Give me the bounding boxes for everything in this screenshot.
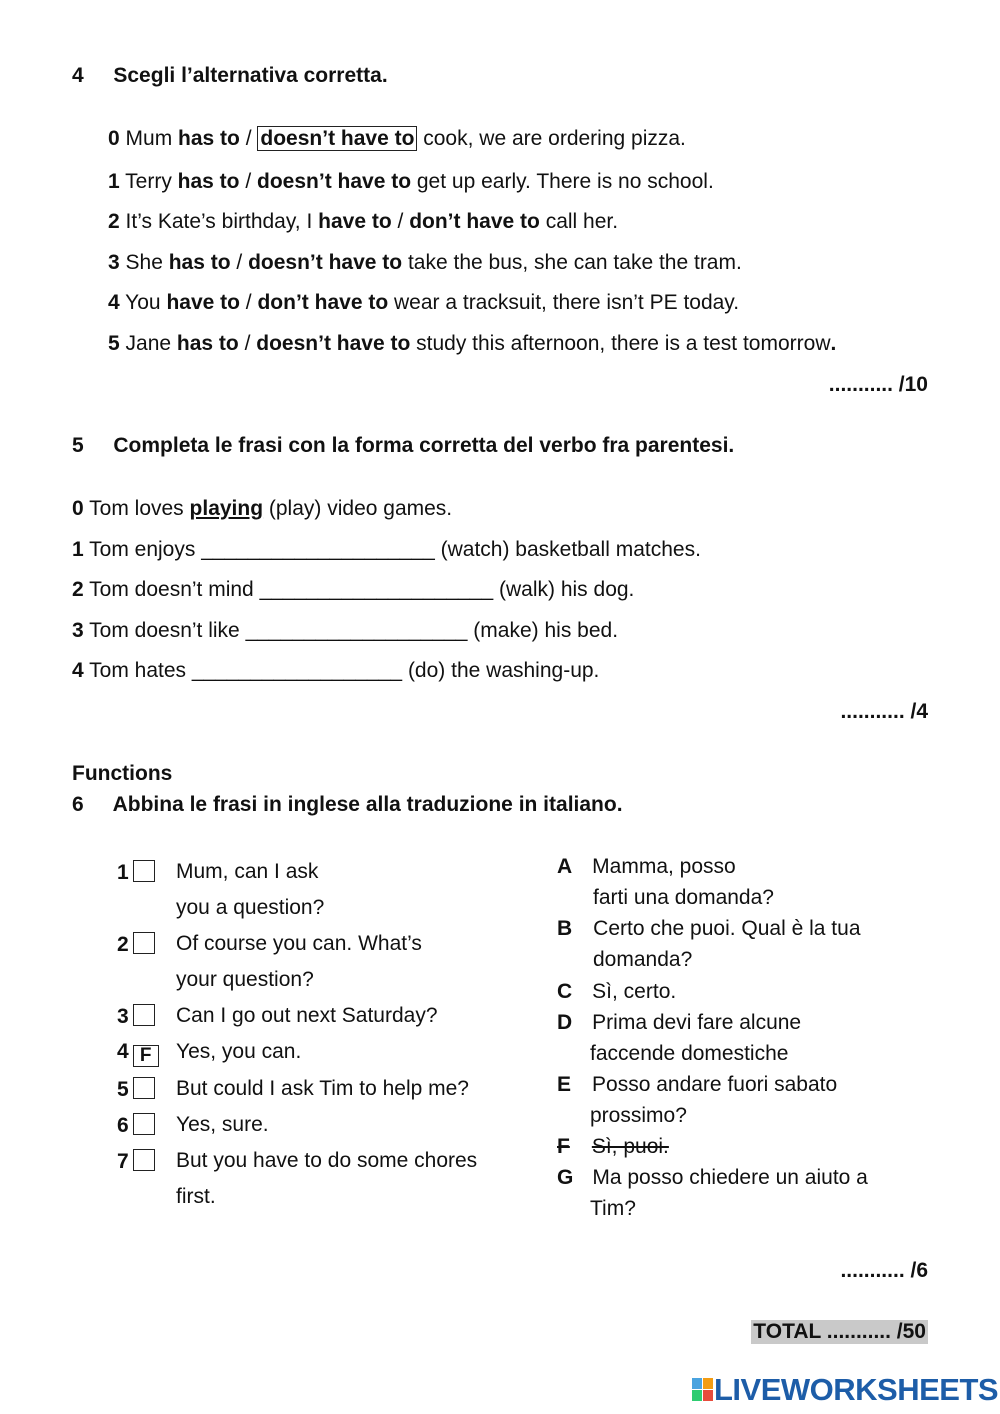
option-b[interactable]: don’t have to bbox=[257, 291, 389, 314]
separator: / bbox=[238, 332, 257, 355]
answer-blank[interactable]: ____________________ bbox=[259, 578, 494, 601]
item-text: Sì, puoi. bbox=[591, 1135, 669, 1158]
italian-item-g bbox=[557, 1166, 868, 1190]
item-text: She bbox=[125, 251, 169, 274]
english-item-7 bbox=[117, 1149, 155, 1174]
option-a[interactable]: has to bbox=[176, 332, 239, 355]
item-number: 2 bbox=[117, 933, 129, 956]
item-number: 0 bbox=[72, 497, 84, 520]
item-text: Mamma, posso bbox=[592, 855, 736, 878]
item-number: 1 bbox=[72, 538, 84, 561]
answer-box[interactable] bbox=[133, 1004, 155, 1026]
section-title-functions: Functions bbox=[72, 762, 173, 785]
item-letter: B bbox=[557, 917, 573, 940]
ex5-item-3 bbox=[72, 619, 618, 643]
english-item-4 bbox=[117, 1040, 159, 1067]
option-b[interactable]: don’t have to bbox=[409, 210, 540, 233]
liveworksheets-logo-icon bbox=[692, 1376, 714, 1404]
item-text: You bbox=[125, 291, 167, 314]
separator: / bbox=[230, 251, 249, 274]
example-answer: playing bbox=[189, 497, 264, 520]
ex5-item-4 bbox=[72, 659, 599, 683]
italian-item-e bbox=[557, 1073, 837, 1097]
option-b-selected[interactable]: doesn’t have to bbox=[257, 126, 417, 151]
item-text: It’s Kate’s birthday, I bbox=[125, 210, 319, 233]
item-text: (make) his bed. bbox=[467, 619, 619, 642]
ex4-item-0 bbox=[108, 127, 686, 151]
ex5-instruction: Completa le frasi con la forma corretta del verbo fra parentesi. bbox=[113, 434, 735, 457]
ex5-score: ........... /4 bbox=[840, 700, 928, 723]
ex4-score: ........... /10 bbox=[828, 373, 928, 396]
ex4-item-1 bbox=[108, 170, 714, 194]
item-number: 3 bbox=[108, 251, 120, 274]
answer-box[interactable] bbox=[133, 1113, 155, 1135]
item-letter: G bbox=[557, 1166, 574, 1189]
item-text: Posso andare fuori sabato bbox=[592, 1073, 838, 1096]
item-number: 5 bbox=[108, 332, 120, 355]
item-text: (play) video games. bbox=[263, 497, 453, 520]
item-text: (watch) basketball matches. bbox=[434, 538, 701, 561]
answer-blank[interactable]: ___________________ bbox=[245, 619, 468, 642]
item-letter: E bbox=[557, 1073, 572, 1096]
italian-item-a bbox=[557, 855, 736, 879]
english-text-7-cont: first. bbox=[176, 1185, 216, 1208]
english-text-6: Yes, sure. bbox=[176, 1113, 269, 1136]
item-text: Mum bbox=[125, 127, 179, 150]
ex4-item-4 bbox=[108, 291, 739, 315]
item-number: 1 bbox=[108, 170, 120, 193]
answer-box[interactable] bbox=[133, 1149, 155, 1171]
brand-text: LIVEWORKSHEETS bbox=[714, 1372, 999, 1407]
italian-item-g-cont: Tim? bbox=[590, 1197, 636, 1220]
italian-item-a-cont: farti una domanda? bbox=[593, 886, 774, 909]
english-text-1: Mum, can I ask bbox=[176, 860, 319, 883]
english-text-2-cont: your question? bbox=[176, 968, 314, 991]
answer-box[interactable] bbox=[133, 860, 155, 882]
english-text-7: But you have to do some chores bbox=[176, 1149, 478, 1172]
italian-item-b bbox=[557, 917, 861, 941]
item-text: Tom enjoys bbox=[89, 538, 202, 561]
item-text: call her. bbox=[539, 210, 619, 233]
item-text: take the bus, she can take the tram. bbox=[402, 251, 742, 274]
english-item-3 bbox=[117, 1004, 155, 1029]
ex4-item-5 bbox=[108, 332, 836, 356]
item-letter: D bbox=[557, 1011, 573, 1034]
ex6-score: ........... /6 bbox=[840, 1259, 928, 1282]
ex6-number: 6 bbox=[72, 793, 84, 816]
ex5-example bbox=[72, 497, 452, 521]
item-text: (do) the washing-up. bbox=[402, 659, 600, 682]
separator: / bbox=[239, 127, 258, 150]
separator: / bbox=[391, 210, 410, 233]
italian-item-b-cont: domanda? bbox=[593, 948, 693, 971]
ex6-instruction: Abbina le frasi in inglese alla traduzione in italiano. bbox=[112, 793, 623, 816]
ex4-heading bbox=[72, 64, 388, 88]
italian-item-d bbox=[557, 1011, 801, 1035]
liveworksheets-logo bbox=[692, 1372, 998, 1408]
ex4-instruction: Scegli l’alternativa corretta. bbox=[113, 64, 388, 87]
answer-box[interactable] bbox=[133, 932, 155, 954]
item-number: 7 bbox=[117, 1150, 129, 1173]
item-text: Ma posso chiedere un aiuto a bbox=[592, 1166, 868, 1189]
ex5-number: 5 bbox=[72, 434, 84, 457]
option-b[interactable]: doesn’t have to bbox=[248, 251, 403, 274]
english-item-1 bbox=[117, 860, 155, 885]
english-text-4: Yes, you can. bbox=[176, 1040, 302, 1063]
item-text: get up early. There is no school. bbox=[411, 170, 714, 193]
answer-box[interactable] bbox=[133, 1077, 155, 1099]
italian-item-e-cont: prossimo? bbox=[590, 1104, 687, 1127]
item-text: study this afternoon, there is a test tomorrow bbox=[410, 332, 831, 355]
item-letter: C bbox=[557, 980, 573, 1003]
separator: / bbox=[239, 170, 258, 193]
item-number: 6 bbox=[117, 1114, 129, 1137]
english-text-3: Can I go out next Saturday? bbox=[176, 1004, 438, 1027]
item-number: 5 bbox=[117, 1078, 129, 1101]
item-number: 2 bbox=[72, 578, 84, 601]
item-text: Tom doesn’t mind bbox=[89, 578, 260, 601]
item-number: 0 bbox=[108, 127, 120, 150]
italian-item-f-used bbox=[557, 1135, 669, 1159]
english-text-5: But could I ask Tim to help me? bbox=[176, 1077, 469, 1100]
item-number: 4 bbox=[72, 659, 84, 682]
item-letter: A bbox=[557, 855, 573, 878]
answer-blank[interactable]: ____________________ bbox=[201, 538, 435, 561]
item-text: Tom doesn’t like bbox=[89, 619, 246, 642]
ex4-item-3 bbox=[108, 251, 742, 275]
option-a[interactable]: has to bbox=[178, 127, 240, 150]
item-letter: F bbox=[557, 1135, 570, 1158]
separator: / bbox=[239, 291, 258, 314]
english-item-2 bbox=[117, 932, 155, 957]
english-text-1-cont: you a question? bbox=[176, 896, 325, 919]
item-text: Tom hates bbox=[89, 659, 192, 682]
ex4-number: 4 bbox=[72, 64, 84, 87]
item-number: 4 bbox=[108, 291, 120, 314]
ex4-item-2 bbox=[108, 210, 618, 234]
item-number: 4 bbox=[117, 1040, 129, 1063]
ex6-heading bbox=[72, 793, 623, 817]
option-a[interactable]: has to bbox=[177, 170, 240, 193]
ex5-item-2 bbox=[72, 578, 634, 602]
answer-blank[interactable]: __________________ bbox=[191, 659, 403, 682]
item-number: 3 bbox=[117, 1005, 129, 1028]
option-a[interactable]: have to bbox=[166, 291, 240, 314]
item-text: Prima devi fare alcune bbox=[592, 1011, 802, 1034]
option-a[interactable]: has to bbox=[168, 251, 231, 274]
total-score: TOTAL ........... /50 bbox=[753, 1320, 926, 1343]
item-text: Sì, certo. bbox=[592, 980, 677, 1003]
answer-box-filled[interactable]: F bbox=[133, 1045, 159, 1067]
ex5-item-1 bbox=[72, 538, 701, 562]
italian-item-d-cont: faccende domestiche bbox=[590, 1042, 789, 1065]
item-text: wear a tracksuit, there isn’t PE today. bbox=[388, 291, 740, 314]
item-text: Jane bbox=[125, 332, 177, 355]
english-item-6 bbox=[117, 1113, 155, 1138]
item-number: 3 bbox=[72, 619, 84, 642]
italian-item-c bbox=[557, 980, 676, 1004]
english-text-2: Of course you can. What’s bbox=[176, 932, 422, 955]
item-text: (walk) his dog. bbox=[493, 578, 635, 601]
item-number: 2 bbox=[108, 210, 120, 233]
option-a[interactable]: have to bbox=[318, 210, 392, 233]
item-text: Terry bbox=[125, 170, 178, 193]
item-number: 1 bbox=[117, 861, 129, 884]
item-text: Tom loves bbox=[89, 497, 190, 520]
english-item-5 bbox=[117, 1077, 155, 1102]
ex5-heading bbox=[72, 434, 734, 458]
item-text: Certo che puoi. Qual è la tua bbox=[593, 917, 861, 940]
option-b[interactable]: doesn’t have to bbox=[257, 170, 412, 193]
option-b[interactable]: doesn’t have to bbox=[256, 332, 411, 355]
item-text: cook, we are ordering pizza. bbox=[417, 127, 686, 150]
item-end: . bbox=[830, 332, 837, 355]
